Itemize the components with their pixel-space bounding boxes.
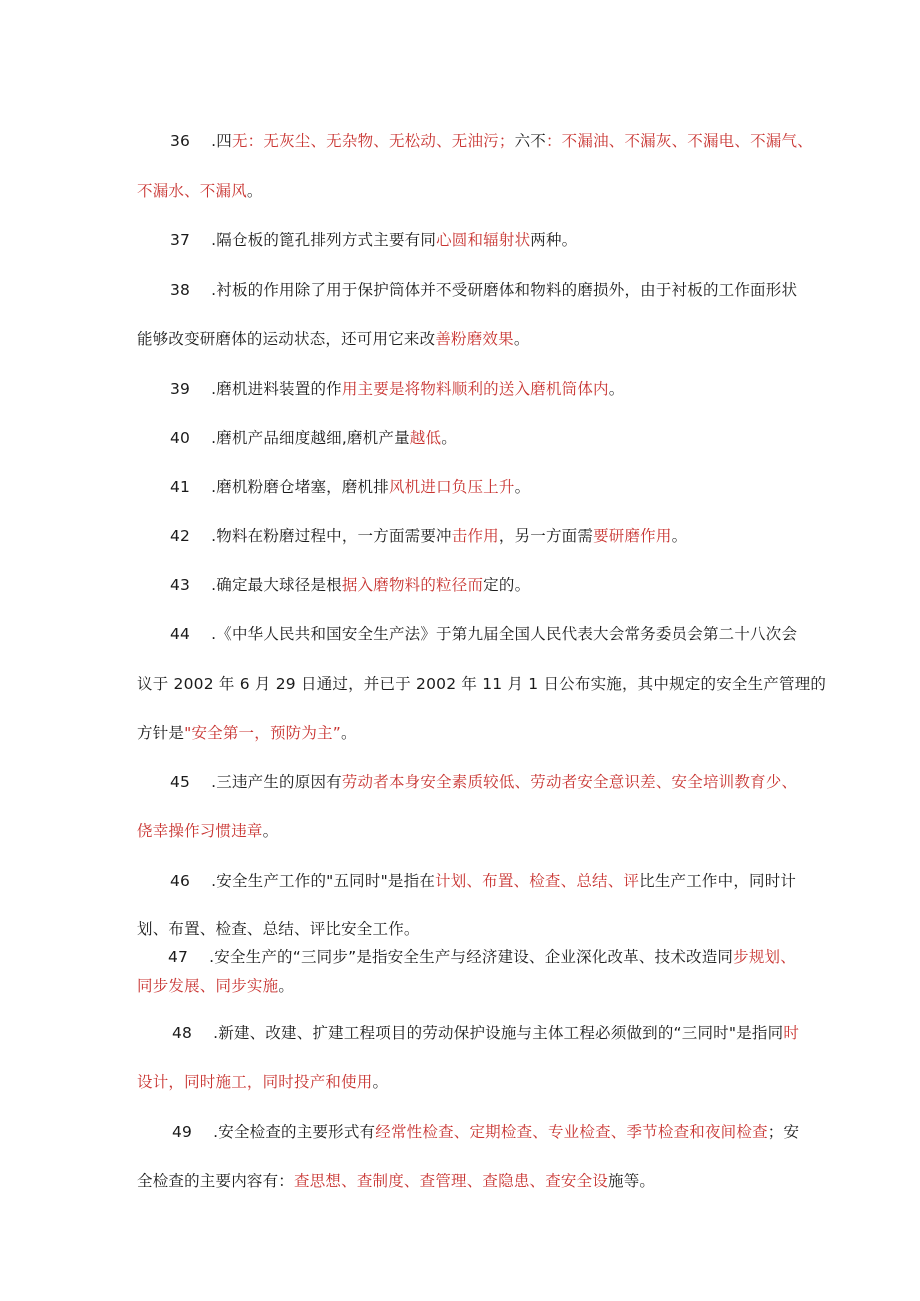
item-40-line bbox=[170, 427, 457, 449]
answer-text: 查思想、查制度、查管理、查隐患、查安全设 bbox=[294, 1172, 609, 1190]
answer-text: 心圆和辐射状 bbox=[436, 231, 531, 249]
question-text: ；安 bbox=[767, 1123, 800, 1141]
question-text: .磨机进料装置的作 bbox=[206, 380, 342, 398]
item-number: 48 bbox=[172, 1024, 193, 1042]
question-text: .安全生产的“三同步”是指安全生产与经济建设、企业深化改革、技术改造同 bbox=[204, 948, 734, 966]
answer-text: 要研磨作用 bbox=[593, 527, 672, 545]
question-text: 。 bbox=[262, 822, 279, 840]
item-number: 43 bbox=[170, 576, 191, 594]
item-number: 41 bbox=[170, 478, 191, 496]
question-text: .物料在粉磨过程中，一方面需要冲 bbox=[206, 527, 452, 545]
question-text: 全检查的主要内容有： bbox=[137, 1172, 295, 1190]
question-text: .安全生产工作的"五同时"是指在 bbox=[206, 872, 436, 890]
answer-text: "安全第一，预防为主” bbox=[184, 724, 341, 742]
item-number: 45 bbox=[170, 773, 191, 791]
question-text: .磨机产品细度越细,磨机产量 bbox=[206, 429, 410, 447]
item-43-line bbox=[170, 574, 530, 596]
answer-text: 计划、布置、检查、总结、评 bbox=[435, 872, 640, 890]
answer-text: 不漏水、不漏风 bbox=[137, 182, 247, 200]
question-text: 议于 2002 年 6 月 29 日通过，并已于 2002 年 11 月 1 日公布实施，其中规定的安全生产管理的 bbox=[137, 675, 827, 693]
item-45-continuation bbox=[137, 820, 278, 842]
answer-text: 步规划、 bbox=[733, 948, 796, 966]
answer-text: 无：无灰尘、无杂物、无松动、无油污； bbox=[231, 132, 515, 150]
question-text: .四 bbox=[206, 132, 232, 150]
answer-text: 经常性检查、定期检查、专业检查、季节检查和夜间检查 bbox=[375, 1123, 768, 1141]
item-36-line bbox=[170, 130, 813, 152]
answer-text: 用主要是将物料顺利的送入磨机筒体内 bbox=[341, 380, 609, 398]
question-text: 施等。 bbox=[608, 1172, 656, 1190]
item-44-continuation bbox=[137, 673, 826, 695]
question-text: 。 bbox=[372, 1073, 389, 1091]
item-46-line bbox=[170, 870, 796, 892]
item-number: 49 bbox=[172, 1123, 193, 1141]
question-text: 。 bbox=[246, 182, 263, 200]
item-42-line bbox=[170, 525, 687, 547]
question-text: 比生产工作中，同时计 bbox=[639, 872, 797, 890]
item-44-continuation bbox=[137, 722, 357, 744]
item-number: 44 bbox=[170, 625, 191, 643]
item-number: 36 bbox=[170, 132, 191, 150]
question-text: 。 bbox=[513, 330, 530, 348]
answer-text: 同步发展、同步实施 bbox=[137, 977, 279, 995]
item-number: 39 bbox=[170, 380, 191, 398]
item-45-line bbox=[170, 771, 797, 793]
item-36-continuation bbox=[137, 180, 263, 202]
item-38-line bbox=[170, 279, 797, 301]
question-text: 。 bbox=[608, 380, 625, 398]
item-48-line bbox=[172, 1022, 799, 1044]
item-49-continuation bbox=[137, 1170, 655, 1192]
answer-text: 善粉磨效果 bbox=[435, 330, 514, 348]
question-text: 划、布置、检查、总结、评比安全工作。 bbox=[137, 920, 420, 938]
item-49-line bbox=[172, 1121, 799, 1143]
item-46-continuation bbox=[137, 918, 420, 940]
answer-text: ：不漏油、不漏灰、不漏电、不漏气、 bbox=[545, 132, 813, 150]
question-text: 。 bbox=[278, 977, 295, 995]
question-text: .确定最大球径是根 bbox=[206, 576, 342, 594]
item-44-line bbox=[170, 623, 797, 645]
question-text: 能够改变研磨体的运动状态，还可用它来改 bbox=[137, 330, 436, 348]
answer-text: 劳动者本身安全素质较低、劳动者安全意识差、安全培训教育少、 bbox=[341, 773, 798, 791]
question-text: 。 bbox=[514, 478, 531, 496]
item-39-line bbox=[170, 378, 624, 400]
answer-text: 据入磨物料的粒径而 bbox=[341, 576, 484, 594]
item-41-line bbox=[170, 476, 530, 498]
item-48-continuation bbox=[137, 1071, 388, 1093]
question-text: .安全检查的主要形式有 bbox=[208, 1123, 376, 1141]
answer-text: 侥幸操作习惯违章 bbox=[137, 822, 263, 840]
item-number: 47 bbox=[168, 948, 189, 966]
question-text: .新建、改建、扩建工程项目的劳动保护设施与主体工程必须做到的“三同时"是指同 bbox=[208, 1024, 784, 1042]
question-text: 。 bbox=[441, 429, 457, 447]
answer-text: 时 bbox=[783, 1024, 800, 1042]
question-text: 六不 bbox=[514, 132, 546, 150]
item-38-continuation bbox=[137, 328, 530, 350]
question-text: 方针是 bbox=[137, 724, 185, 742]
question-text: .《中华人民共和国安全生产法》于第九届全国人民代表大会常务委员会第二十八次会 bbox=[206, 625, 798, 643]
item-number: 37 bbox=[170, 231, 191, 249]
question-text: .衬板的作用除了用于保护筒体并不受研磨体和物料的磨损外，由于衬板的工作面形状 bbox=[206, 281, 798, 299]
question-text: 定的。 bbox=[483, 576, 531, 594]
item-47-continuation bbox=[137, 975, 294, 997]
question-text: 两种。 bbox=[530, 231, 578, 249]
answer-text: 设计，同时施工，同时投产和使用 bbox=[137, 1073, 373, 1091]
item-47-line bbox=[168, 946, 796, 968]
question-text: .三违产生的原因有 bbox=[206, 773, 342, 791]
answer-text: 越低 bbox=[409, 429, 442, 447]
question-text: .隔仓板的篦孔排列方式主要有同 bbox=[206, 231, 437, 249]
answer-text: 击作用 bbox=[451, 527, 499, 545]
item-37-line bbox=[170, 229, 577, 251]
question-text: 。 bbox=[340, 724, 357, 742]
question-text: ，另一方面需 bbox=[498, 527, 594, 545]
item-number: 40 bbox=[170, 429, 191, 447]
answer-text: 风机进口负压上升 bbox=[388, 478, 515, 496]
item-number: 38 bbox=[170, 281, 191, 299]
item-number: 42 bbox=[170, 527, 191, 545]
question-text: .磨机粉磨仓堵塞，磨机排 bbox=[206, 478, 389, 496]
question-text: 。 bbox=[671, 527, 688, 545]
item-number: 46 bbox=[170, 872, 191, 890]
